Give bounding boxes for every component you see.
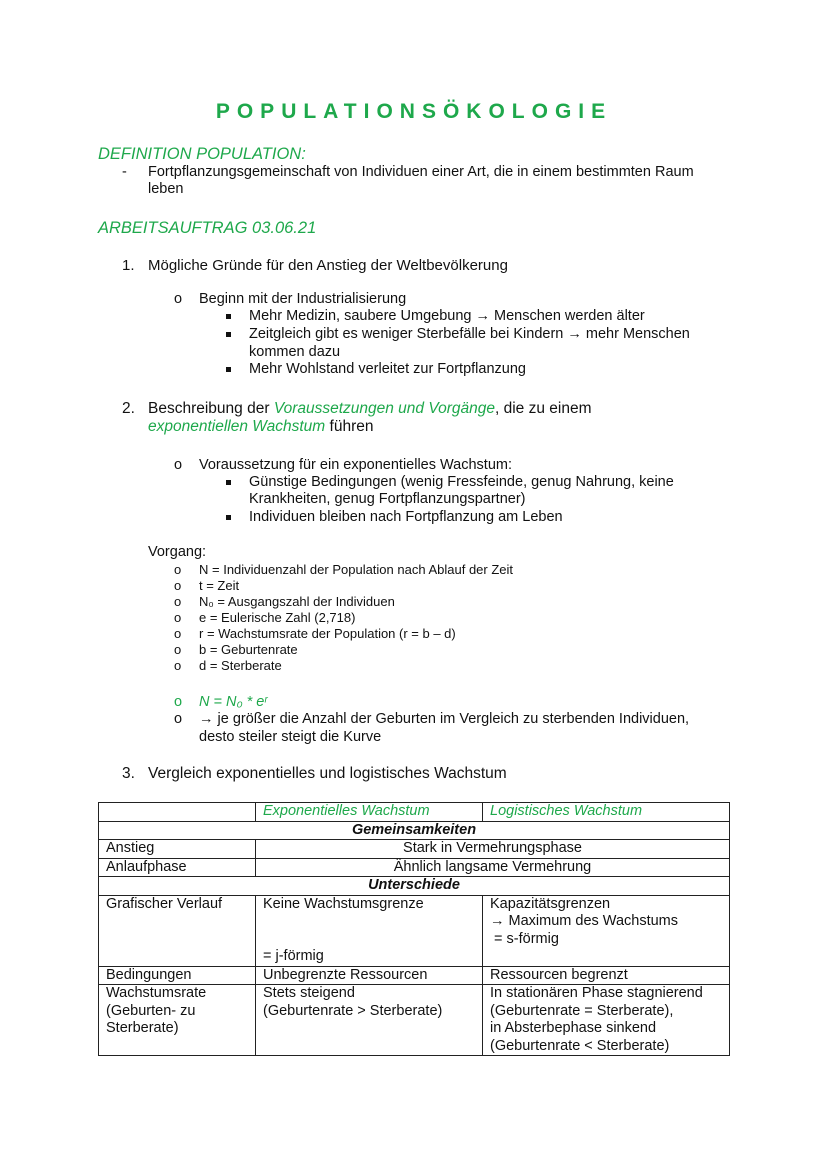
process-label: Vorgang: — [148, 544, 207, 560]
q2-text-c: , die zu einem — [495, 400, 592, 417]
table-row — [99, 858, 730, 877]
conclusion-line2: desto steiler steigt die Kurve — [199, 729, 382, 745]
table-row — [99, 966, 730, 985]
table-section-row — [99, 877, 730, 896]
column-header-logistic: Logistisches Wachstum — [483, 803, 730, 822]
conclusion-line1: → je größer die Anzahl der Geburten im Vergleich zu sterbenden Individuen, — [199, 711, 690, 727]
row-label: Grafischer Verlauf — [99, 895, 256, 966]
formula: N = N₀ * eʳ — [199, 694, 268, 710]
table-row — [99, 985, 730, 1056]
row-label-cell — [99, 985, 256, 1056]
cell-line: (Geburtenrate < Sterberate) — [490, 1037, 670, 1054]
cell-spacer — [263, 931, 475, 949]
q2-text-b: Voraussetzungen und Vorgänge — [273, 400, 495, 417]
row-label: Anstieg — [99, 840, 256, 859]
q1-number: 1. — [122, 257, 135, 274]
q1-sub: Beginn mit der Industrialisierung — [199, 291, 407, 307]
row-exp-cell — [256, 895, 483, 966]
square-bullet — [226, 314, 231, 319]
cell-line: (Geburtenrate > Sterberate) — [263, 1002, 443, 1019]
circle-bullet: o — [174, 610, 182, 625]
process-item: e = Eulerische Zahl (2,718) — [199, 610, 356, 625]
circle-bullet: o — [174, 711, 183, 727]
q3-text: Vergleich exponentielles und logistisches Wachstum — [148, 765, 507, 782]
table-section-row — [99, 821, 730, 840]
process-item: d = Sterberate — [199, 658, 282, 673]
cell-line: Keine Wachstumsgrenze — [263, 895, 424, 912]
q1-item-2: Zeitgleich gibt es weniger Sterbefälle bei Kindern → mehr Menschen — [249, 326, 690, 342]
table-header-row — [99, 803, 730, 822]
row-label: Bedingungen — [99, 966, 256, 985]
row-log-cell — [483, 985, 730, 1056]
row-value: Ähnlich langsame Vermehrung — [256, 858, 730, 877]
row-label: Anlaufphase — [99, 858, 256, 877]
process-item: N₀ = Ausgangszahl der Individuen — [199, 594, 395, 609]
circle-bullet: o — [174, 626, 182, 641]
cell-line: (Geburten- zu — [106, 1002, 196, 1019]
section-common: Gemeinsamkeiten — [99, 821, 730, 840]
row-log-cell — [483, 895, 730, 966]
comparison-table — [98, 802, 730, 1056]
table-row — [99, 840, 730, 859]
q2-text-d: exponentiellen Wachstum — [148, 418, 326, 435]
cell-line: In stationären Phase stagnierend — [490, 985, 703, 1001]
circle-bullet: o — [174, 578, 182, 593]
square-bullet — [226, 480, 231, 485]
definition-text-line2: leben — [148, 181, 184, 197]
section-differences: Unterschiede — [99, 877, 730, 896]
q2-sub: Voraussetzung für ein exponentielles Wachstum: — [199, 457, 512, 473]
circle-bullet: o — [174, 562, 182, 577]
row-exp-cell: Unbegrenzte Ressourcen — [256, 966, 483, 985]
circle-bullet: o — [174, 694, 183, 710]
assignment-heading: ARBEITSAUFTRAG 03.06.21 — [98, 219, 317, 237]
q1-item-3: Mehr Wohlstand verleitet zur Fortpflanzung — [249, 361, 526, 377]
cell-line: Stets steigend — [263, 985, 355, 1001]
q1-item-1: Mehr Medizin, saubere Umgebung → Menschen werden älter — [249, 308, 645, 324]
q1-text: Mögliche Gründe für den Anstieg der Weltbevölkerung — [148, 257, 508, 274]
cell-line: = j-förmig — [263, 948, 324, 964]
table-row — [99, 895, 730, 966]
q3-number: 3. — [122, 765, 135, 782]
process-item: b = Geburtenrate — [199, 642, 298, 657]
process-item: r = Wachstumsrate der Population (r = b – d) — [199, 626, 456, 641]
q2-item-2: Individuen bleiben nach Fortpflanzung am Leben — [249, 509, 563, 525]
page-title: POPULATIONSÖKOLOGIE — [215, 100, 613, 123]
process-item: t = Zeit — [199, 578, 240, 593]
column-header-exponential: Exponentielles Wachstum — [256, 803, 483, 822]
square-bullet — [226, 332, 231, 337]
q2-item-1: Günstige Bedingungen (wenig Fressfeinde, genug Nahrung, keine — [249, 474, 674, 490]
q2-text-a: Beschreibung der — [148, 400, 274, 417]
cell-line: = s-förmig — [490, 930, 559, 947]
q1-item-2-cont: kommen dazu — [249, 344, 341, 360]
process-item: N = Individuenzahl der Population nach Ablauf der Zeit — [199, 562, 514, 577]
q2-text-line2 — [148, 418, 373, 435]
circle-bullet: o — [174, 594, 182, 609]
cell-line: in Absterbephase sinkend — [490, 1020, 657, 1036]
definition-text-line1: Fortpflanzungsgemeinschaft von Individuen einer Art, die in einem bestimmten Raum — [148, 164, 694, 180]
square-bullet — [226, 367, 231, 372]
cell-line: Sterberate) — [106, 1020, 179, 1036]
row-value: Stark in Vermehrungsphase — [256, 840, 730, 859]
q2-item-1-cont: Krankheiten, genug Fortpflanzungspartner) — [249, 491, 526, 507]
circle-bullet: o — [174, 457, 183, 473]
cell-line: Wachstumsrate — [106, 985, 207, 1001]
circle-bullet: o — [174, 291, 183, 307]
row-exp-cell — [256, 985, 483, 1056]
table-cell — [99, 803, 256, 822]
cell-line: Kapazitätsgrenzen — [490, 895, 611, 912]
cell-spacer — [263, 913, 475, 931]
q2-number: 2. — [122, 400, 135, 417]
q2-text-line1 — [148, 400, 592, 417]
square-bullet — [226, 515, 231, 520]
q2-text-e: führen — [325, 418, 374, 435]
circle-bullet: o — [174, 658, 182, 673]
row-log-cell: Ressourcen begrenzt — [483, 966, 730, 985]
cell-line: (Geburtenrate = Sterberate), — [490, 1002, 674, 1019]
dash-bullet: - — [122, 164, 127, 180]
cell-line: → Maximum des Wachstums — [490, 913, 678, 929]
circle-bullet: o — [174, 642, 182, 657]
definition-heading: DEFINITION POPULATION: — [98, 145, 306, 163]
